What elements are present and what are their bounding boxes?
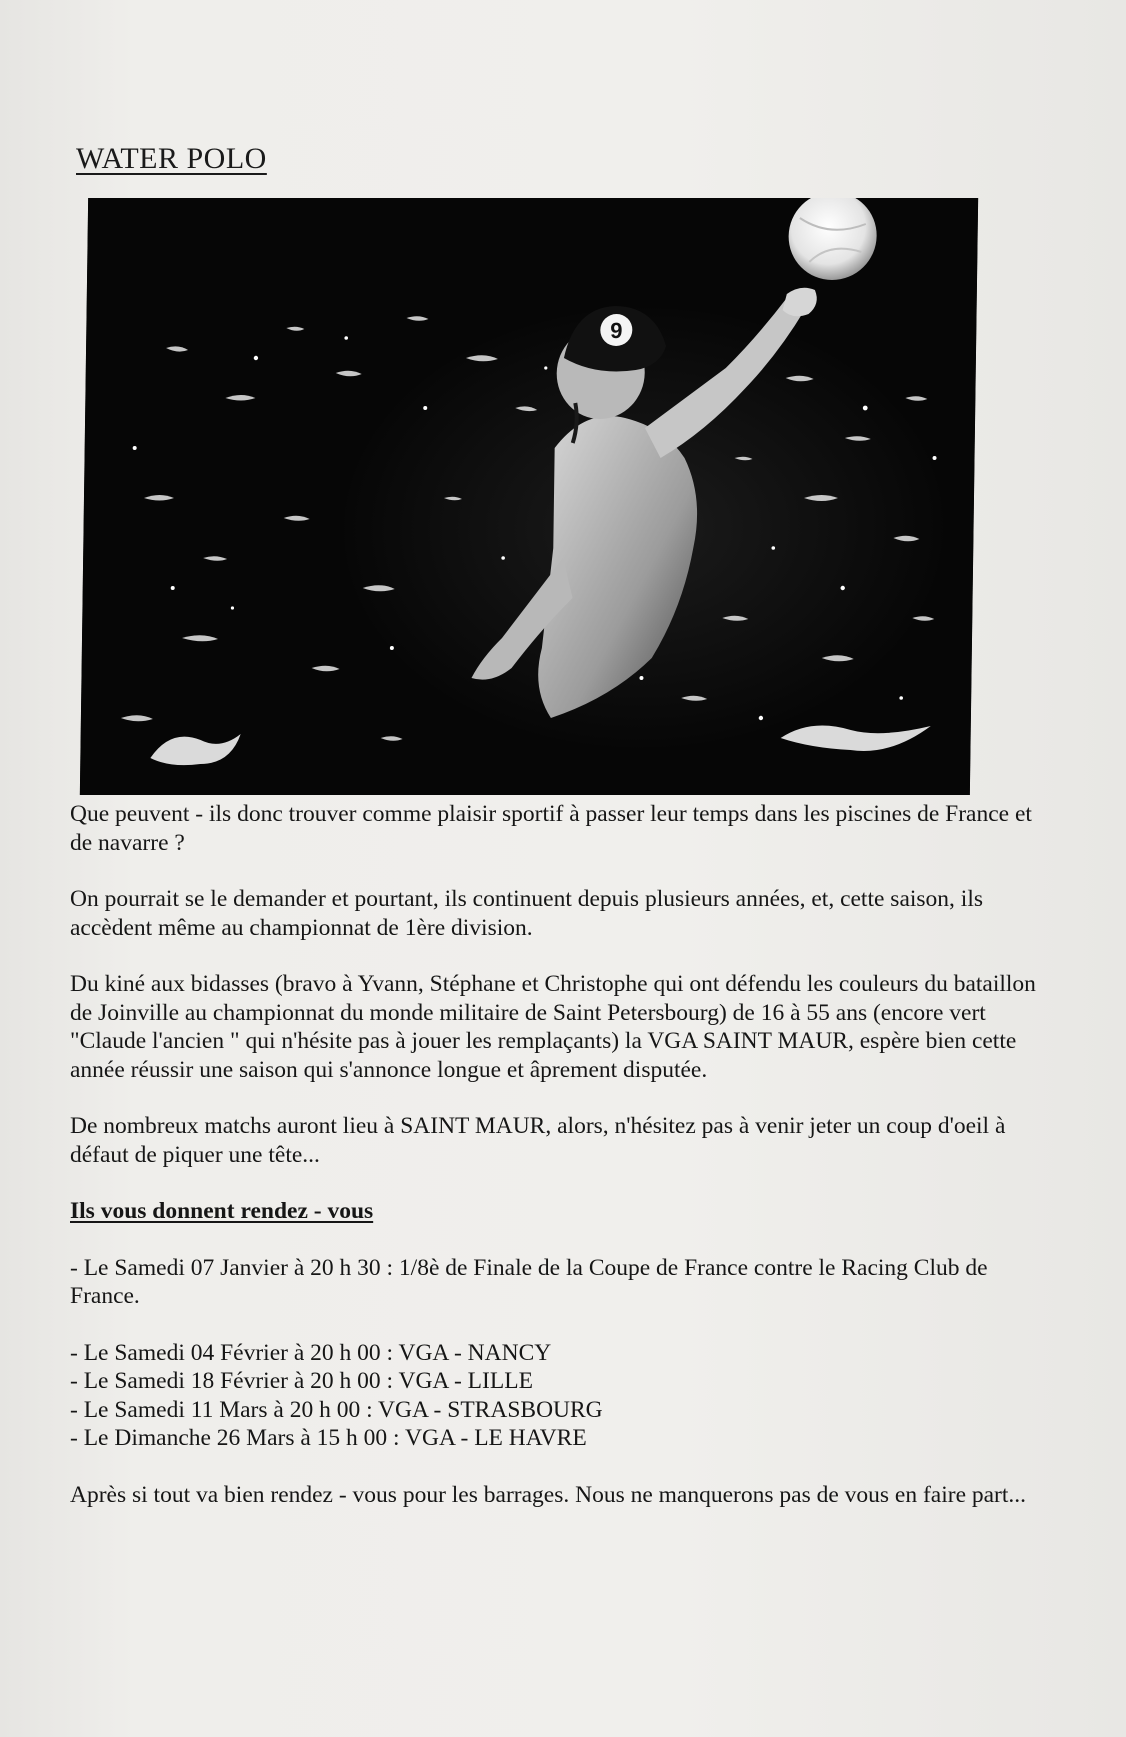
match-list [70, 1339, 1040, 1453]
paragraph-intro: Que peuvent - ils donc trouver comme plaisir sportif à passer leur temps dans les piscines de France et de navarre ? [70, 801, 1032, 856]
list-item: - Le Samedi 04 Février à 20 h 00 : VGA - NANCY [70, 1339, 552, 1366]
page-title: WATER POLO [76, 142, 267, 175]
schedule-heading: Ils vous donnent rendez - vous [70, 1198, 374, 1224]
paragraph-closing: Après si tout va bien rendez - vous pour les barrages. Nous ne manquerons pas de vous en faire part... [70, 1481, 1027, 1508]
list-item: - Le Samedi 11 Mars à 20 h 00 : VGA - STRASBOURG [70, 1396, 603, 1423]
water-polo-photo [80, 198, 978, 795]
paragraph-season: On pourrait se le demander et pourtant, ils continuent depuis plusieurs années, et, cette saison, ils accèdent même au championnat de 1ère division. [70, 886, 984, 941]
water-polo-player-illustration [80, 198, 978, 795]
cap-number: 9 [610, 318, 623, 343]
article-body [70, 800, 1040, 1537]
cup-match: - Le Samedi 07 Janvier à 20 h 30 : 1/8è de Finale de la Coupe de France contre le Racing Club de France. [70, 1254, 988, 1309]
paragraph-invitation: De nombreux matchs auront lieu à SAINT MAUR, alors, n'hésitez pas à venir jeter un coup d'oeil à défaut de piquer une tête... [70, 1113, 1006, 1168]
list-item: - Le Samedi 18 Février à 20 h 00 : VGA - LILLE [70, 1368, 533, 1394]
paragraph-team: Du kiné aux bidasses (bravo à Yvann, Stéphane et Christophe qui ont défendu les couleurs du bataillon de Joinville au championnat du monde militaire de Saint Petersbourg) de 16 à 55 ans (encore vert "Claude l'ancien " qui n'hésite pas à jouer les remplaçants) la VGA SAINT MAUR, espère bien cette année réussir une saison qui s'annonce longue et âprement disputée. [70, 971, 1036, 1083]
list-item: - Le Dimanche 26 Mars à 15 h 00 : VGA - LE HAVRE [70, 1425, 587, 1451]
